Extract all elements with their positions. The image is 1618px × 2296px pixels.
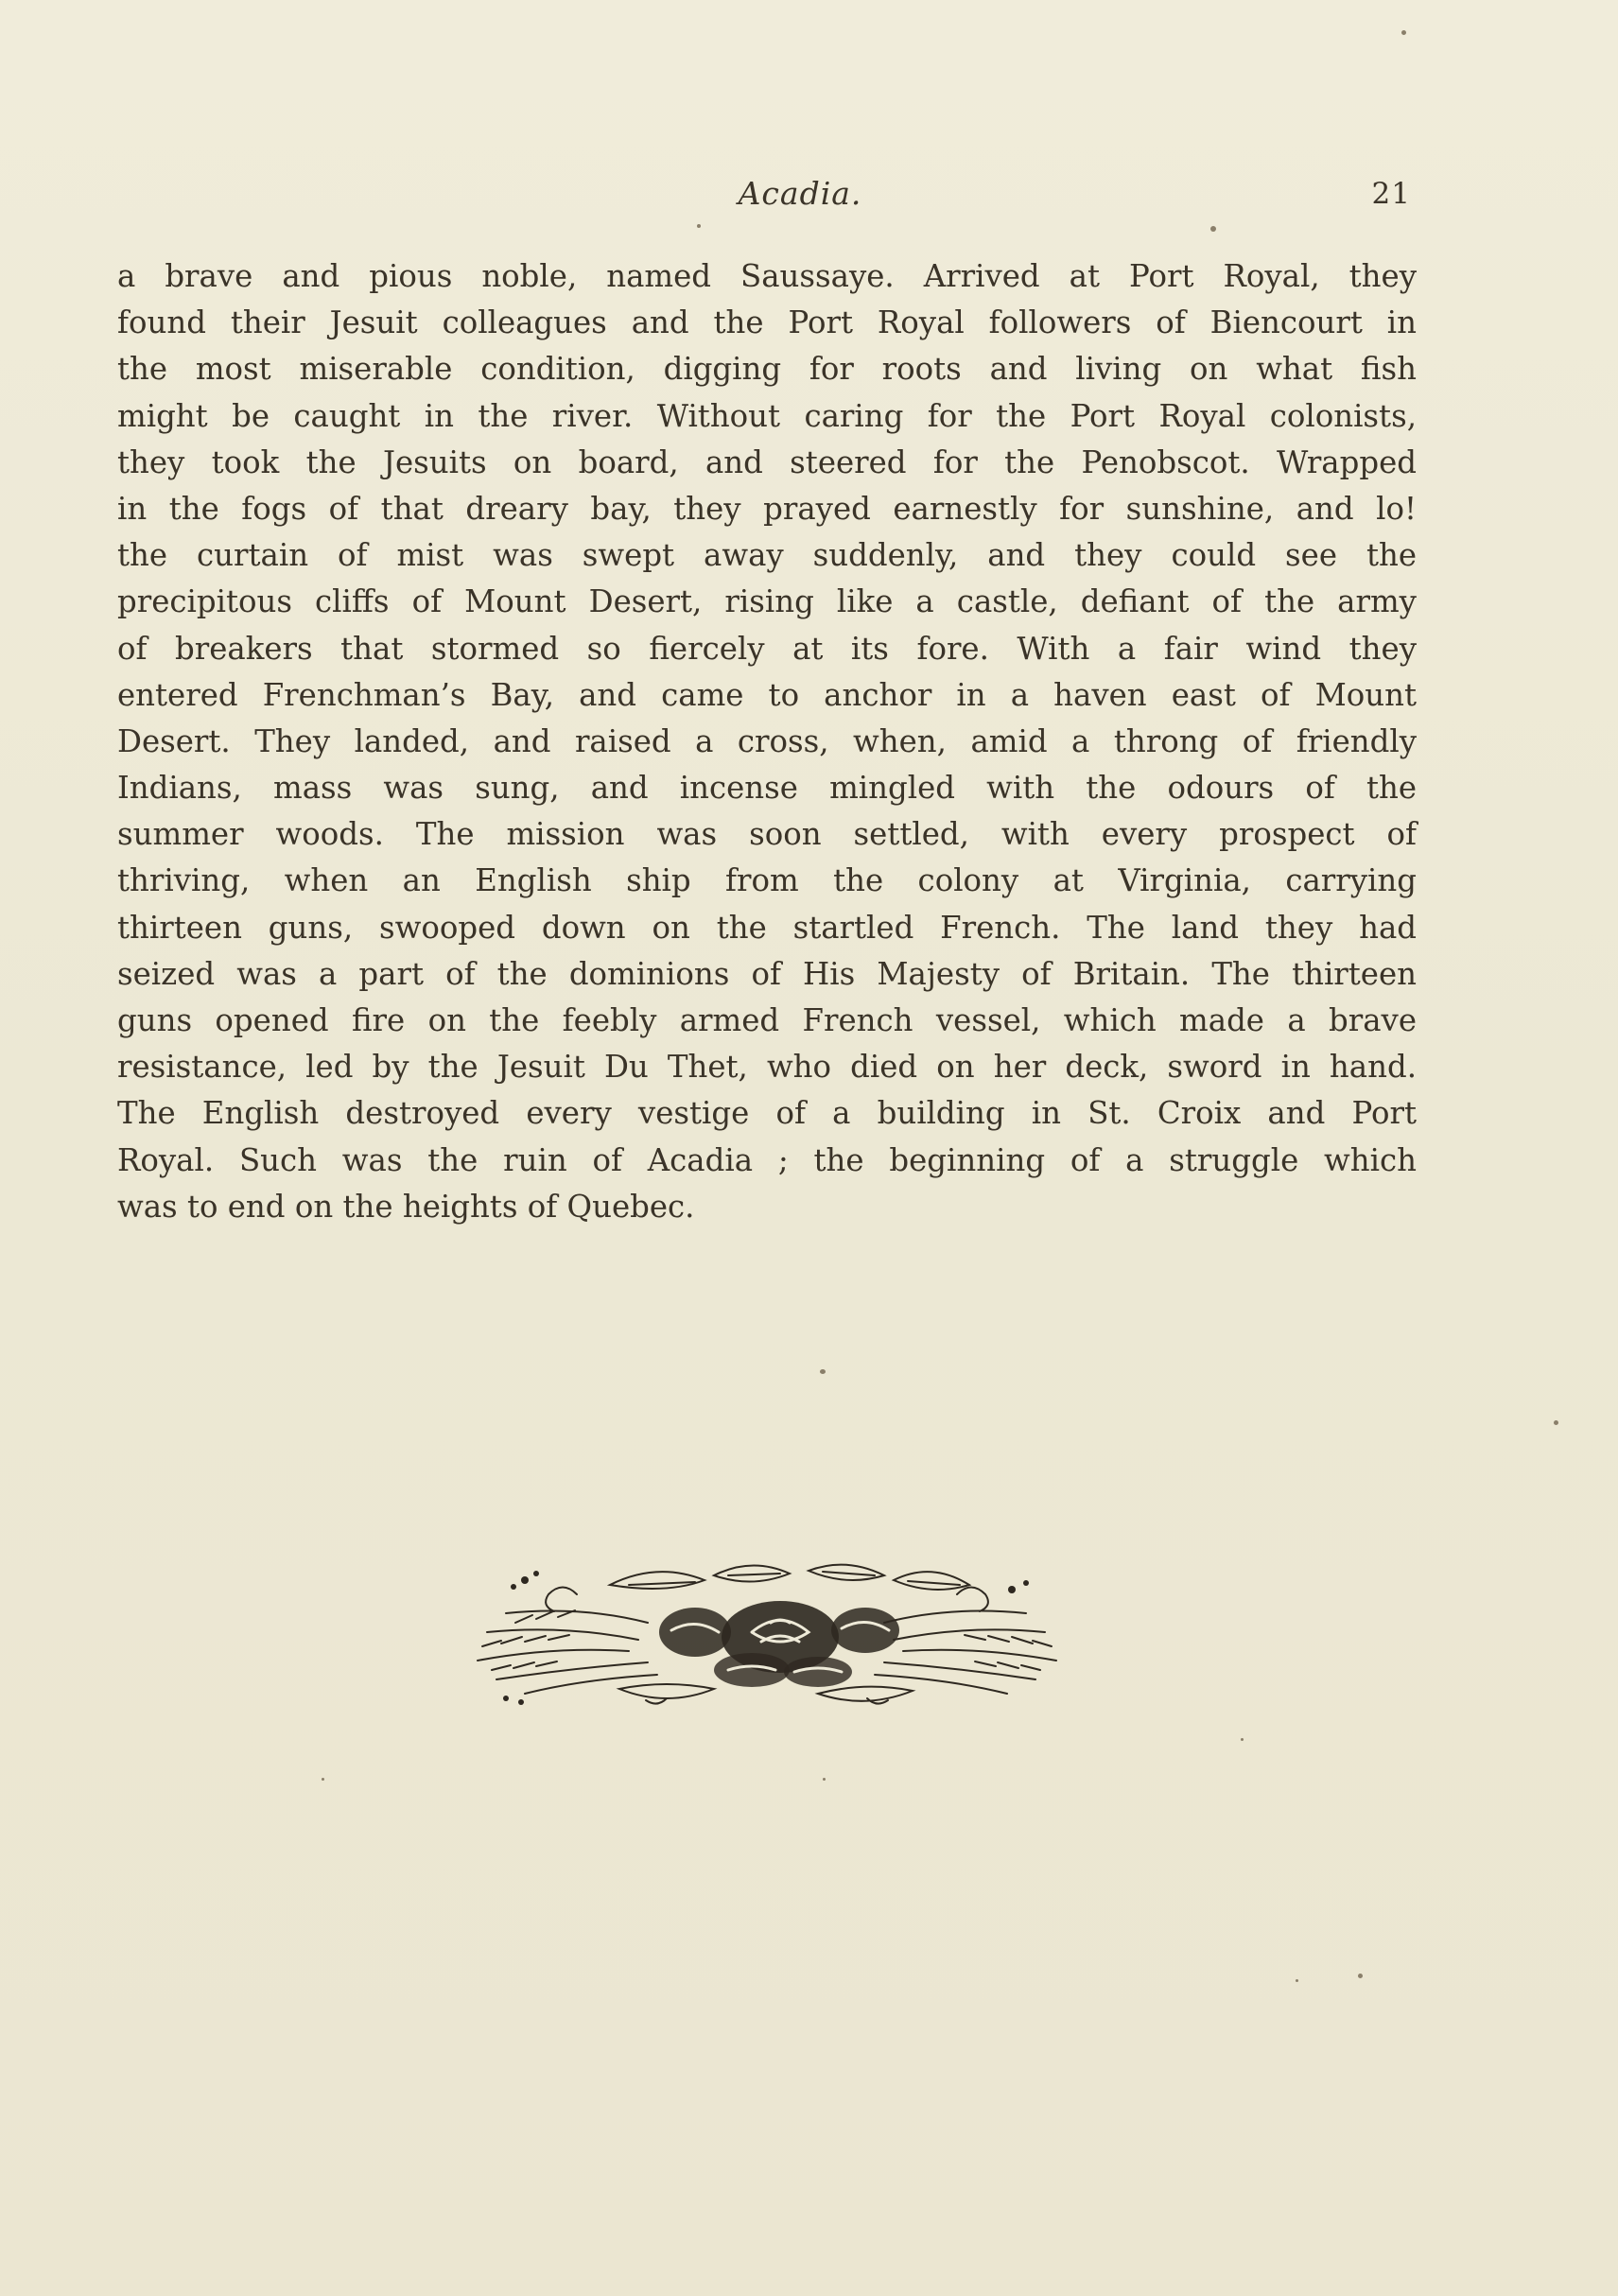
body-paragraph (117, 253, 1417, 1230)
text-line: entered Frenchman’s Bay, and came to anchor in a haven east of Mount (117, 676, 1417, 713)
running-head (117, 175, 1417, 222)
paper-speck (823, 1778, 826, 1781)
paper-speck (1401, 30, 1406, 35)
paper-speck (1296, 1979, 1298, 1982)
text-line: precipitous cliffs of Mount Desert, rising like a castle, defiant of the army (117, 583, 1417, 620)
text-line: Indians, mass was sung, and incense mingled with the odours of the (117, 770, 1417, 807)
paper-speck (1241, 1738, 1244, 1741)
paper-speck (1358, 1974, 1363, 1978)
text-line: found their Jesuit colleagues and the Port Royal followers of Biencourt in (117, 304, 1417, 341)
page-number: 21 (1371, 177, 1411, 211)
paper-speck (820, 1369, 826, 1374)
paper-speck (697, 224, 701, 228)
running-title: Acadia. (738, 175, 862, 212)
text-line: was to end on the heights of Quebec. (117, 1188, 695, 1225)
text-line: the most miserable condition, digging for roots and living on what fish (117, 351, 1417, 388)
text-line: of breakers that stormed so fiercely at its fore. With a fair wind they (117, 630, 1417, 667)
text-line: guns opened fire on the feebly armed French vessel, which made a brave (117, 1002, 1417, 1038)
text-line: the curtain of mist was swept away suddenly, and they could see the (117, 537, 1417, 574)
text-line: in the fogs of that dreary bay, they prayed earnestly for sunshine, and lo! (117, 490, 1417, 527)
text-line: thriving, when an English ship from the colony at Virginia, carrying (117, 862, 1417, 899)
text-line: thirteen guns, swooped down on the startled French. The land they had (117, 909, 1417, 946)
text-line: summer woods. The mission was soon settled, with every prospect of (117, 816, 1417, 853)
text-line: seized was a part of the dominions of His Majesty of Britain. The thirteen (117, 955, 1417, 992)
floral-tailpiece-icon (468, 1557, 1066, 1710)
text-line: Desert. They landed, and raised a cross, when, amid a throng of friendly (117, 722, 1417, 759)
text-line: The English destroyed every vestige of a building in St. Croix and Port (117, 1095, 1417, 1132)
text-line: might be caught in the river. Without caring for the Port Royal colonists, (117, 397, 1417, 434)
text-line: resistance, led by the Jesuit Du Thet, who died on her deck, sword in hand. (117, 1049, 1417, 1086)
text-line: they took the Jesuits on board, and steered for the Penobscot. Wrapped (117, 444, 1417, 480)
paper-speck (1210, 226, 1216, 232)
text-line: Royal. Such was the ruin of Acadia ; the beginning of a struggle which (117, 1141, 1417, 1178)
paper-speck (322, 1778, 324, 1781)
text-line: a brave and pious noble, named Saussaye. Arrived at Port Royal, they (117, 258, 1417, 294)
paper-speck (1554, 1420, 1558, 1425)
